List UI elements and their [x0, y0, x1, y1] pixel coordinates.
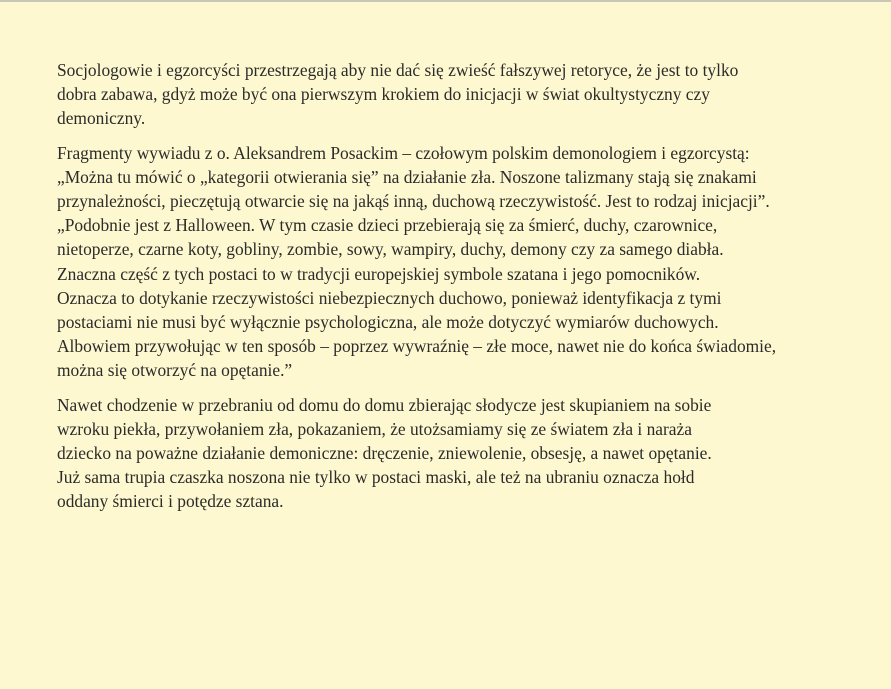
text-line: Znaczna część z tych postaci to w tradycji europejskiej symbole szatana i jego pomocników.: [57, 263, 701, 284]
top-border-line: [0, 0, 891, 2]
paragraph-conclusion: [57, 393, 857, 514]
text-line: Fragmenty wywiadu z o. Aleksandrem Posackim – czołowym polskim demonologiem i egzorcystą:: [57, 142, 750, 163]
text-line: dobra zabawa, gdyż może być ona pierwszym krokiem do inicjacji w świat okultystyczny czy: [57, 84, 710, 105]
text-line: Już sama trupia czaszka noszona nie tylko w postaci maski, ale też na ubraniu oznacza hołd: [57, 467, 695, 488]
text-line: demoniczny.: [57, 108, 146, 129]
text-line: Albowiem przywołując w ten sposób – poprzez wywraźnię – złe moce, nawet nie do końca świadomie,: [57, 336, 777, 357]
text-line: Nawet chodzenie w przebraniu od domu do domu zbierając słodycze jest skupianiem na sobie: [57, 394, 712, 415]
text-line: dziecko na poważne działanie demoniczne: dręczenie, zniewolenie, obsesję, a nawet opętanie.: [57, 443, 712, 464]
text-line: „Można tu mówić o „kategorii otwierania się” na działanie zła. Noszone talizmany stają się znakami: [57, 166, 757, 187]
text-line: wzroku piekła, przywołaniem zła, pokazaniem, że utożsamiamy się ze światem zła i naraża: [57, 418, 692, 439]
text-line: można się otworzyć na opętanie.”: [57, 360, 293, 381]
text-line: „Podobnie jest z Halloween. W tym czasie dzieci przebierają się za śmierć, duchy, czarownice,: [57, 215, 718, 236]
text-line: Oznacza to dotykanie rzeczywistości niebezpiecznych duchowo, ponieważ identyfikacja z tymi: [57, 287, 722, 308]
paragraph-interview: [57, 141, 857, 383]
text-line: przynależności, pieczętują otwarcie się na jakąś inną, duchową rzeczywistość. Jest to rodzaj inicjacji”.: [57, 191, 770, 212]
paragraph-intro: [57, 58, 857, 131]
article-body: [57, 58, 857, 524]
text-line: nietoperze, czarne koty, gobliny, zombie, sowy, wampiry, duchy, demony czy za samego diabła.: [57, 239, 724, 260]
text-line: postaciami nie musi być wyłącznie psychologiczna, ale może dotyczyć wymiarów duchowych.: [57, 312, 719, 333]
text-line: Socjologowie i egzorcyści przestrzegają aby nie dać się zwieść fałszywej retoryce, że jest to tylko: [57, 60, 739, 80]
text-line: oddany śmierci i potędze sztana.: [57, 491, 284, 512]
